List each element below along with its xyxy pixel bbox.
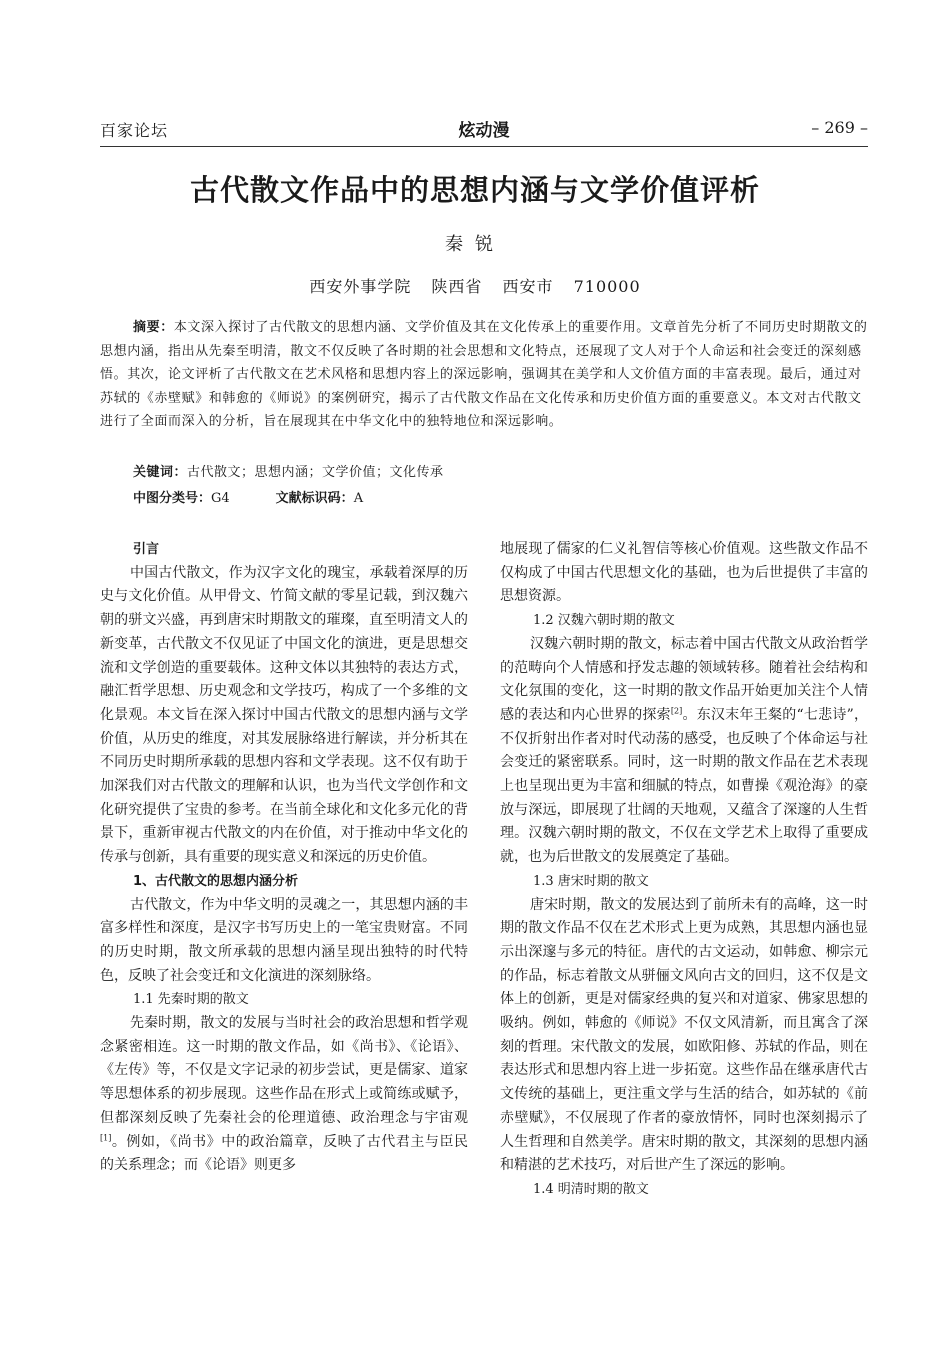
intro-paragraph: 中国古代散文，作为汉字文化的瑰宝，承载着深厚的历史与文化价值。从甲骨文、竹简文献的零星记载，到汉魏六朝的骈文兴盛，再到唐宋时期散文的璀璨，直至明清文人的新变革，古代散文不仅见证了中国文化的演进，更是思想交流和文学创造的重要载体。这种文体以其独特的表达方式，融汇哲学思想、历史观念和文学技巧，构成了一个多维的文化景观。本文旨在深入探讨中国古代散文的思想内涵与文学价值，从历史的维度，对其发展脉络进行解读，并分析其在不同历史时期所承载的思想内容和文学表现。这不仅有助于加深我们对古代散文的理解和认识，也为当代文学创作和文化研究提供了宝贵的参考。在当前全球化和文化多元化的背景下，重新审视古代散文的内在价值，对于推动中华文化的传承与创新，具有重要的现实意义和深远的历史价值。 xyxy=(100,564,468,866)
clc-value: G4 xyxy=(211,491,230,506)
doc-code-value: A xyxy=(353,491,364,506)
section-1-3-heading: 1.3 唐宋时期的散文 xyxy=(533,873,649,889)
section-1-1-text-b: 。例如，《尚书》中的政治篇章，反映了古代君主与臣民的关系理念；而《论语》则更多 xyxy=(100,1133,468,1174)
section-1-1-continuation: 地展现了儒家的仁义礼智信等核心价值观。这些散文作品不仅构成了中国古代思想文化的基础，也为后世提供了丰富的思想资源。 xyxy=(500,541,868,605)
doc-code-label: 文献标识码： xyxy=(275,491,354,506)
abstract-text: 本文深入探讨了古代散文的思想内涵、文学价值及其在文化传承上的重要作用。文章首先分析了不同历史时期散文的思想内涵，指出从先秦至明清，散文不仅反映了各时期的社会思想和文化特点，还展现了文人对于个人命运和社会变迁的深刻感悟。其次，论文评析了古代散文在艺术风格和思想内容上的深远影响，强调其在美学和人文价值方面的丰富表现。最后，通过对苏轼的《赤壁赋》和韩愈的《师说》的案例研究，揭示了古代散文作品在文化传承和历史价值方面的重要意义。本文对古代散文进行了全面而深入的分析，旨在展现其在中华文化中的独特地位和深远影响。 xyxy=(100,320,868,430)
magazine-name: 炫动漫 xyxy=(458,121,510,141)
page-header xyxy=(100,118,868,146)
citation-1: [1] xyxy=(100,1132,112,1142)
intro-heading: 引言 xyxy=(133,542,160,557)
author-name: 秦锐 xyxy=(445,234,505,255)
body-column-left xyxy=(100,538,468,1178)
section-1-2-paragraph xyxy=(500,633,868,870)
section-1-heading: 1、古代散文的思想内涵分析 xyxy=(133,873,299,889)
section-1-1-heading: 1.1 先秦时期的散文 xyxy=(133,992,249,1008)
keywords-label: 关键词： xyxy=(133,465,188,480)
abstract xyxy=(100,316,868,434)
abstract-label: 摘要： xyxy=(133,320,174,335)
header-rule xyxy=(100,146,868,147)
page-number: – 269 – xyxy=(811,118,868,137)
section-1-2-text-b: 。东汉末年王粲的“七悲诗”，不仅折射出作者对时代动荡的感受，也反映了个体命运与社会变迁的紧密联系。同时，这一时期的散文作品在艺术表现上也呈现出更为丰富和细腻的特点，如曹操《观沧海》的豪放与深远，即展现了壮阔的天地观，又蕴含了深邃的人生哲理。汉魏六朝时期的散文，不仅在文学艺术上取得了重要成就，也为后世散文的发展奠定了基础。 xyxy=(500,706,868,866)
keywords-text: 古代散文；思想内涵；文学价值；文化传承 xyxy=(187,465,444,480)
clc-label: 中图分类号： xyxy=(133,491,212,506)
keywords xyxy=(133,461,444,480)
section-1-1-paragraph xyxy=(100,1012,468,1178)
section-1-4-heading: 1.4 明清时期的散文 xyxy=(533,1181,649,1197)
citation-2: [2] xyxy=(670,706,683,716)
section-1-1-text-a: 先秦时期，散文的发展与当时社会的政治思想和哲学观念紧密相连。这一时期的散文作品，如《尚书》、《论语》、《左传》等，不仅是文字记录的初步尝试，更是儒家、道家等思想体系的初步展现。这些作品在形式上或简练或赋予，但都深刻反映了先秦社会的伦理道德、政治理念与宇宙观 xyxy=(100,1015,468,1126)
classification-line xyxy=(133,487,363,506)
author-affiliation: 西安外事学院 陕西省 西安市 710000 xyxy=(309,277,641,296)
paper-title: 古代散文作品中的思想内涵与文学价值评析 xyxy=(189,173,760,207)
section-1-3-paragraph: 唐宋时期，散文的发展达到了前所未有的高峰，这一时期的散文作品不仅在艺术形式上更为成熟，其思想内涵也显示出深邃与多元的特征。唐代的古文运动，如韩愈、柳宗元的作品，标志着散文从骈俪文风向古文的回归，这不仅是文体上的创新，更是对儒家经典的复兴和对道家、佛家思想的吸纳。例如，韩愈的《师说》不仅文风清新，而且寓含了深刻的哲理。宋代散文的发展，如欧阳修、苏轼的作品，则在表达形式和思想内容上进一步拓宽。这些作品在继承唐代古文传统的基础上，更注重文学与生活的结合，如苏轼的《前赤壁赋》，不仅展现了作者的豪放情怀，同时也深刻揭示了人生哲理和自然美学。唐宋时期的散文，其深刻的思想内涵和精湛的艺术技巧，对后世产生了深远的影响。 xyxy=(500,896,868,1174)
section-1-2-heading: 1.2 汉魏六朝时期的散文 xyxy=(533,613,675,629)
section-1-paragraph: 古代散文，作为中华文明的灵魂之一，其思想内涵的丰富多样性和深度，是汉字书写历史上的一笔宝贵财富。不同的历史时期，散文所承载的思想内涵呈现出独特的时代特色，反映了社会变迁和文化演进的深刻脉络。 xyxy=(100,896,468,984)
body-column-right xyxy=(500,538,868,1202)
section-1-2-text-a: 汉魏六朝时期的散文，标志着中国古代散文从政治哲学的范畴向个人情感和抒发志趣的领域转移。随着社会结构和文化氛围的变化，这一时期的散文作品开始更加关注个人情感的表达和内心世界的探索 xyxy=(500,635,868,723)
journal-column-name: 百家论坛 xyxy=(100,121,169,140)
